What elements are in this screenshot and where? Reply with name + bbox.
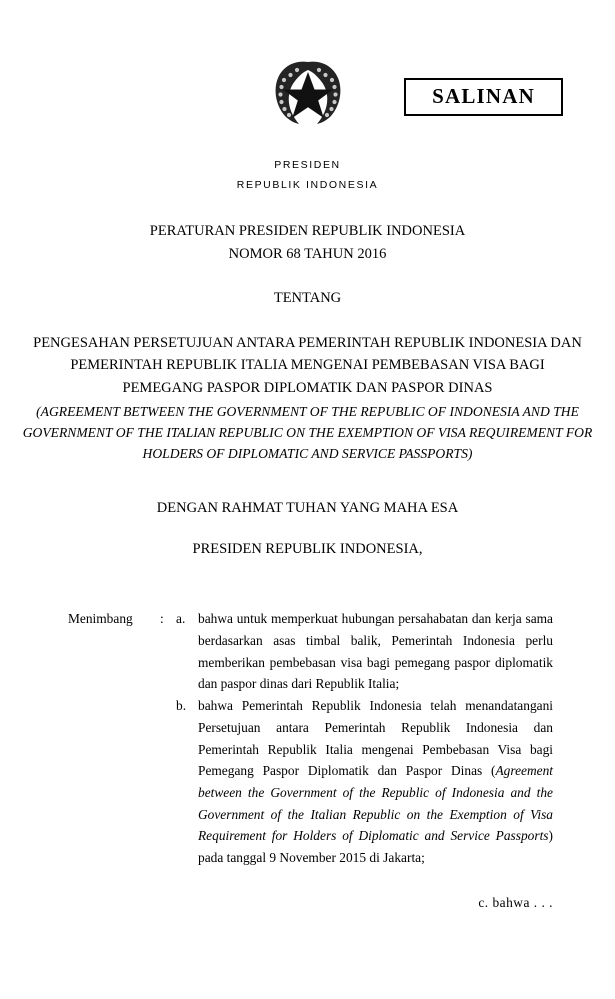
considering-text-b xyxy=(198,695,553,869)
document-title-block xyxy=(0,220,615,399)
considering-item-a xyxy=(68,608,553,695)
blessing-line: DENGAN RAHMAT TUHAN YANG MAHA ESA xyxy=(156,500,459,517)
header-presiden-line1: PRESIDEN xyxy=(274,159,341,171)
considering-item-b xyxy=(68,695,553,869)
document-page xyxy=(0,56,615,999)
header-emblem-row xyxy=(0,56,615,152)
considering-text-b-italic: Agreement between the Government of the Republic of Indonesia and the Government of the Italian Republic on the Exemption of Visa Requirement for Holders of Diplomatic and Service Passports xyxy=(198,763,553,844)
tentang-label: TENTANG xyxy=(273,290,342,307)
subject-line-2: PEMERINTAH REPUBLIK ITALIA MENGENAI PEMBEBASAN VISA BAGI xyxy=(70,357,545,374)
considering-text-b-part2: ) pada tanggal 9 November 2015 di Jakarta; xyxy=(198,828,553,866)
authority-line: PRESIDEN REPUBLIK INDONESIA, xyxy=(192,541,423,558)
page-title-line1: PERATURAN PRESIDEN REPUBLIK INDONESIA xyxy=(149,223,466,240)
page-title-line2: NOMOR 68 TAHUN 2016 xyxy=(228,245,387,262)
considering-text-a: bahwa untuk memperkuat hubungan persahabatan dan kerja sama berdasarkan asas timbal balik, Pemerintah Indonesia perlu memberikan pembebasan visa bagi pemegang paspor diplomatik dan paspor dinas dari Republik Italia; xyxy=(198,611,553,692)
considering-colon: : xyxy=(160,611,164,627)
subject-english-line-2: THE GOVERNMENT OF THE ITALIAN REPUBLIC ON THE EXEMPTION OF VISA xyxy=(22,404,579,441)
considering-label: Menimbang xyxy=(68,611,133,627)
considering-section xyxy=(0,608,615,868)
salinan-stamp: SALINAN xyxy=(404,78,563,116)
garuda-star-emblem-icon xyxy=(265,56,351,130)
continuation-note: c. bahwa . . . xyxy=(478,894,553,910)
subject-line-1: PENGESAHAN PERSETUJUAN ANTARA PEMERINTAH REPUBLIK INDONESIA DAN xyxy=(33,334,582,351)
subject-english-line-3: REQUIREMENT FOR HOLDERS OF DIPLOMATIC AND SERVICE PASSPORTS) xyxy=(142,425,593,462)
subject-english-line-1: (AGREEMENT BETWEEN THE GOVERNMENT OF THE REPUBLIC OF INDONESIA AND xyxy=(36,404,550,420)
subject-english-block xyxy=(0,401,615,464)
considering-letter-a: a. xyxy=(176,611,186,627)
subject-line-3: PEMEGANG PASPOR DIPLOMATIK DAN PASPOR DINAS xyxy=(122,379,493,396)
considering-text-b-part1: bahwa Pemerintah Republik Indonesia telah menandatangani Persetujuan antara Pemerintah Republik Indonesia dan Pemerintah Republik Italia mengenai Pembebasan Visa bagi Pemegang Paspor Diplomatik dan Paspor Dinas ( xyxy=(198,698,553,779)
considering-letter-b: b. xyxy=(176,698,187,714)
header-presiden-line2: REPUBLIK INDONESIA xyxy=(236,179,379,192)
